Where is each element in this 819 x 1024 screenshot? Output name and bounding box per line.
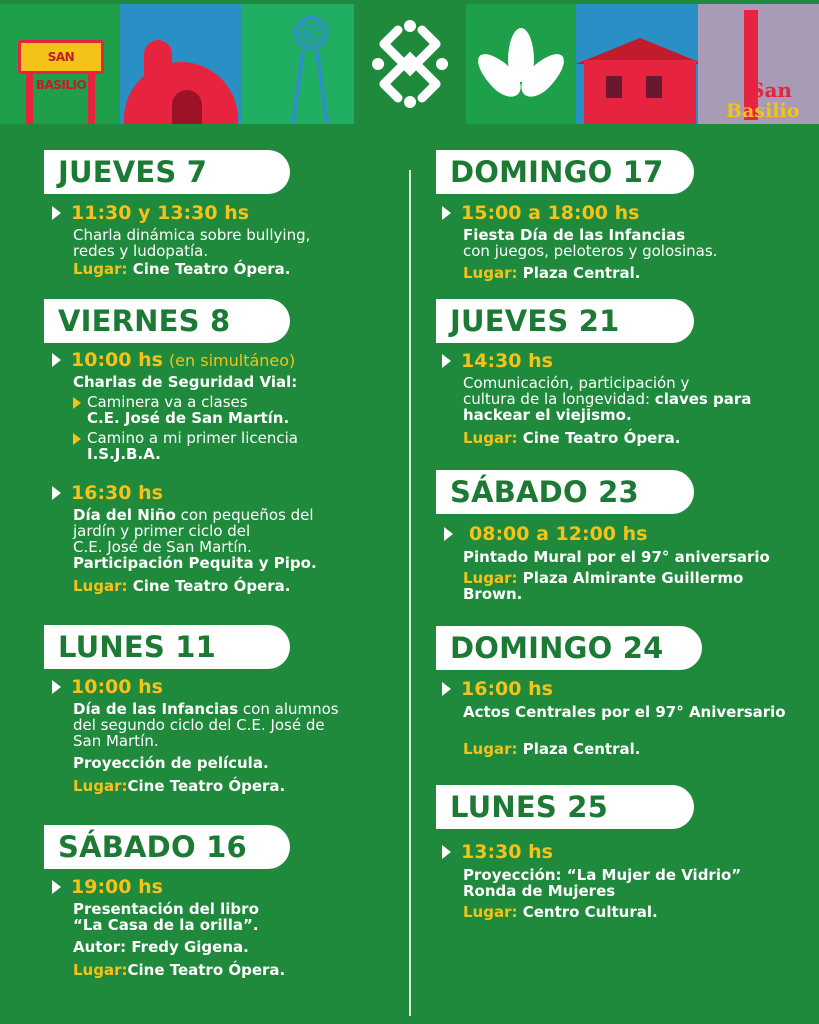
- logo-text-basilio: Basilio: [726, 100, 800, 122]
- event-description: Ronda de Mujeres: [463, 882, 616, 900]
- municipal-logo-tile: [354, 4, 466, 124]
- san-basilio-sign: [18, 40, 104, 92]
- arrow-icon: [52, 880, 61, 894]
- lugar-label: Lugar:: [73, 961, 128, 979]
- event-block: [442, 349, 814, 447]
- arrow-icon: [52, 353, 61, 367]
- church-tile: [120, 4, 242, 124]
- knot-logo-icon: [354, 4, 466, 124]
- arrow-icon: [442, 845, 451, 859]
- windmill-tile: [242, 4, 354, 124]
- leaf-tile: [466, 4, 576, 124]
- event-description: redes y ludopatía.: [73, 242, 209, 260]
- event-block: [52, 875, 392, 979]
- lugar-value: Plaza Central.: [517, 740, 641, 758]
- event-highlight: claves para: [654, 390, 752, 408]
- house-icon: [584, 60, 696, 124]
- windmill-icon: [294, 16, 328, 50]
- event-description: Fiesta Día de las Infancias: [463, 226, 686, 244]
- event-description: Proyección: “La Mujer de Vidrio”: [463, 866, 742, 884]
- lugar-value: Cine Teatro Ópera.: [127, 777, 286, 795]
- lugar-value: Plaza Central.: [517, 264, 641, 282]
- lugar-label: Lugar:: [73, 577, 128, 595]
- event-extra: Proyección de película.: [73, 754, 269, 772]
- event-description: Actos Centrales por el 97° Aniversario: [463, 703, 786, 721]
- windmill-leg: [291, 50, 305, 124]
- sub-item-place: C.E. José de San Martín.: [87, 409, 290, 427]
- event-description: Pintado Mural por el 97° aniversario: [463, 548, 770, 566]
- lugar-value: Centro Cultural.: [517, 903, 658, 921]
- arrow-icon: [52, 680, 61, 694]
- event-time-note: (en simultáneo): [168, 350, 296, 370]
- event-time: 13:30 hs: [461, 841, 553, 863]
- arrow-icon: [444, 527, 453, 541]
- lugar-value: Cine Teatro Ópera.: [127, 577, 291, 595]
- logo-text-san: San: [750, 78, 792, 102]
- lugar-label: Lugar:: [73, 260, 128, 278]
- arrow-icon: [52, 206, 61, 220]
- event-description: jardín y primer ciclo del: [73, 522, 251, 540]
- sign-text: SAN BASILIO: [35, 50, 87, 92]
- event-time: 16:30 hs: [71, 482, 163, 504]
- event-description: “La Casa de la orilla”.: [73, 916, 259, 934]
- sub-item-place: I.S.J.B.A.: [87, 445, 161, 463]
- event-description: Presentación del libro: [73, 900, 259, 918]
- house-tile: [576, 4, 698, 124]
- event-highlight: Día de las Infancias: [73, 700, 239, 718]
- church-door: [172, 90, 202, 124]
- day-heading: LUNES 11: [44, 625, 290, 669]
- event-description: cultura de la longevidad:: [463, 390, 655, 408]
- day-heading: JUEVES 21: [436, 299, 694, 343]
- header-banner: [0, 0, 819, 128]
- arrow-icon: [52, 486, 61, 500]
- lugar-label: Lugar:: [463, 264, 518, 282]
- san-basilio-sign-tile: [0, 4, 120, 124]
- event-description: San Martín.: [73, 732, 159, 750]
- event-description: con alumnos: [238, 700, 339, 718]
- event-time: 10:00 hs: [71, 676, 163, 698]
- event-block: [442, 201, 814, 282]
- day-heading: VIERNES 8: [44, 299, 290, 343]
- lugar-label: Lugar:: [73, 777, 128, 795]
- event-time: 10:00 hs: [71, 349, 163, 371]
- lugar-label: Lugar:: [463, 740, 518, 758]
- windmill-leg: [315, 50, 329, 124]
- event-description: Comunicación, participación y: [463, 374, 690, 392]
- event-block: [442, 840, 814, 921]
- event-description: del segundo ciclo del C.E. José de: [73, 716, 325, 734]
- event-block: [444, 522, 816, 602]
- sub-item-title: Caminera va a clases: [87, 393, 248, 411]
- event-time: 16:00 hs: [461, 678, 553, 700]
- lugar-label: Lugar:: [463, 569, 518, 587]
- column-divider: [409, 170, 411, 1016]
- event-title: Charlas de Seguridad Vial:: [73, 373, 298, 391]
- house-window: [606, 76, 622, 98]
- event-participation: Participación Pequita y Pipo.: [73, 554, 317, 572]
- event-time: 08:00 a 12:00 hs: [469, 523, 648, 545]
- day-heading: DOMINGO 17: [436, 150, 694, 194]
- lugar-value-cont: Brown.: [463, 585, 523, 603]
- lugar-label: Lugar:: [463, 429, 518, 447]
- event-time: 14:30 hs: [461, 350, 553, 372]
- event-time: 15:00 a 18:00 hs: [461, 202, 640, 224]
- lugar-value: Cine Teatro Ópera.: [517, 429, 681, 447]
- sub-arrow-icon: [73, 397, 81, 409]
- event-block: [52, 348, 392, 462]
- event-extra: Autor: Fredy Gigena.: [73, 938, 249, 956]
- event-highlight: Día del Niño: [73, 506, 176, 524]
- sub-arrow-icon: [73, 433, 81, 445]
- day-heading: JUEVES 7: [44, 150, 290, 194]
- event-block: [52, 481, 392, 595]
- day-heading: LUNES 25: [436, 785, 694, 829]
- event-block: [442, 677, 814, 758]
- house-window: [646, 76, 662, 98]
- arrow-icon: [442, 682, 451, 696]
- event-description: con pequeños del: [175, 506, 314, 524]
- day-heading: SÁBADO 16: [44, 825, 290, 869]
- event-description: con juegos, peloteros y golosinas.: [463, 242, 718, 260]
- lugar-value: Plaza Almirante Guillermo: [517, 569, 744, 587]
- lugar-label: Lugar:: [463, 903, 518, 921]
- event-description: Charla dinámica sobre bullying,: [73, 226, 311, 244]
- event-time: 11:30 y 13:30 hs: [71, 202, 250, 224]
- day-heading: SÁBADO 23: [436, 470, 694, 514]
- event-description: C.E. José de San Martín.: [73, 538, 252, 556]
- event-block: [52, 201, 392, 278]
- arrow-icon: [442, 206, 451, 220]
- event-block: [52, 675, 392, 795]
- event-highlight: hackear el viejismo.: [463, 406, 632, 424]
- sub-item-title: Camino a mi primer licencia: [87, 429, 298, 447]
- arrow-icon: [442, 354, 451, 368]
- lugar-value: Cine Teatro Ópera.: [127, 961, 286, 979]
- event-time: 19:00 hs: [71, 876, 163, 898]
- day-heading: DOMINGO 24: [436, 626, 702, 670]
- lugar-value: Cine Teatro Ópera.: [127, 260, 291, 278]
- san-basilio-logo-tile: [698, 4, 819, 124]
